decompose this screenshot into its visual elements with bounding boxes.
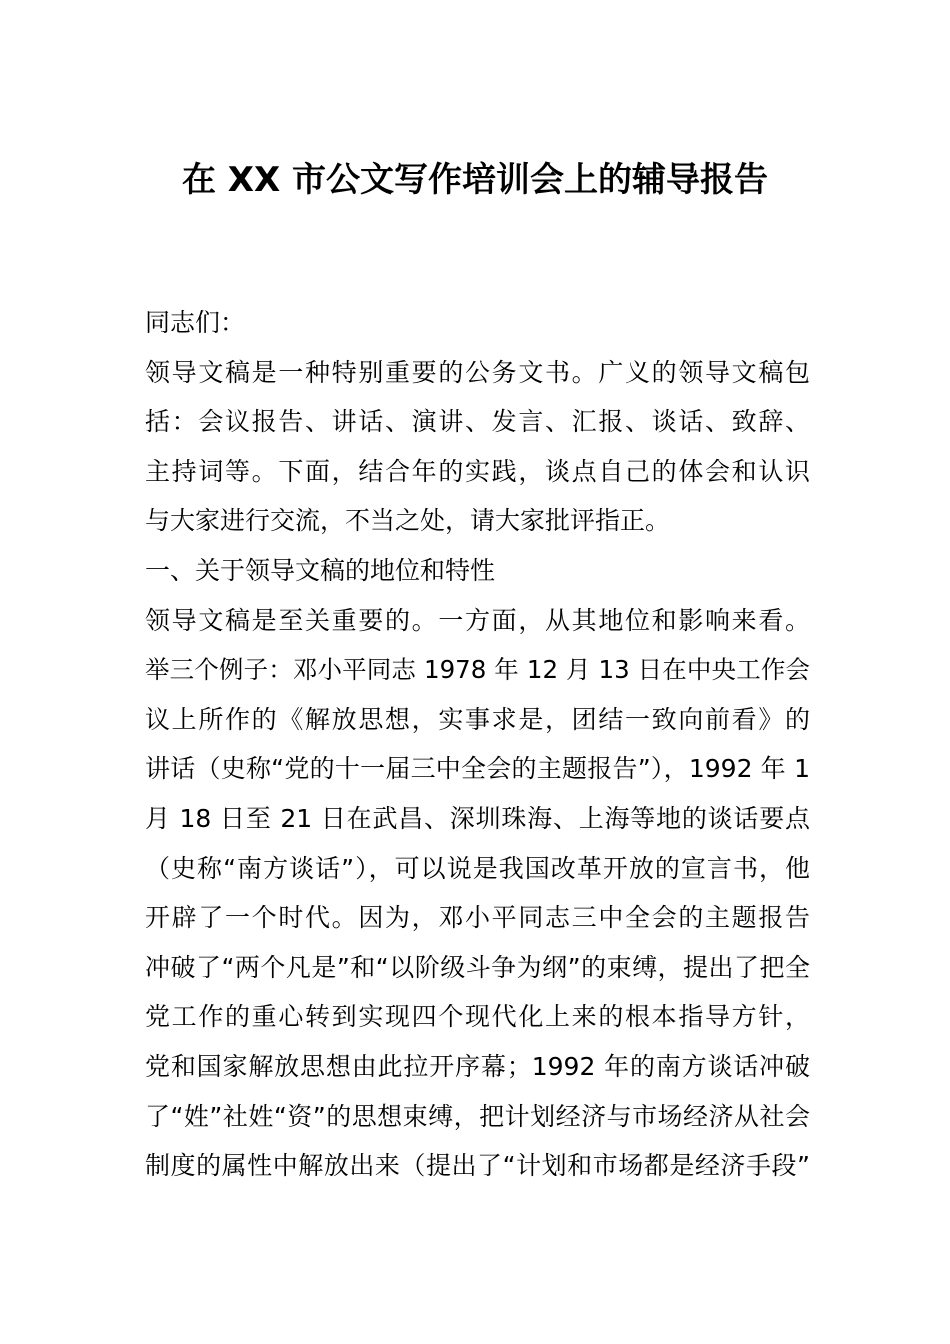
document-title: 在 XX 市公文写作培训会上的辅导报告 xyxy=(181,160,769,200)
paragraph-line: （史称“南方谈话”），可以说是我国改革开放的宣言书，他 xyxy=(145,853,810,883)
document-body xyxy=(145,298,810,1191)
paragraph-line: 了“姓”社姓“资”的思想束缚，把计划经济与市场经济从社会 xyxy=(145,1101,810,1131)
paragraph-line: 与大家进行交流，不当之处，请大家批评指正。 xyxy=(145,506,671,536)
paragraph-line: 领导文稿是至关重要的。一方面，从其地位和影响来看。 xyxy=(145,605,810,635)
paragraph-line: 括：会议报告、讲话、演讲、发言、汇报、谈话、致辞、 xyxy=(145,407,810,437)
paragraph-line: 冲破了“两个凡是”和“以阶级斗争为纲”的束缚，提出了把全 xyxy=(145,952,810,982)
paragraph-line: 举三个例子：邓小平同志 1978 年 12 月 13 日在中央工作会 xyxy=(145,655,810,685)
paragraph-line: 议上所作的《解放思想，实事求是，团结一致向前看》的 xyxy=(145,704,810,734)
paragraph-line: 开辟了一个时代。因为，邓小平同志三中全会的主题报告 xyxy=(145,903,810,933)
paragraph-line: 党工作的重心转到实现四个现代化上来的根本指导方针， xyxy=(145,1002,810,1032)
paragraph-line: 制度的属性中解放出来（提出了“计划和市场都是经济手段” xyxy=(145,1151,810,1181)
paragraph-line: 党和国家解放思想由此拉开序幕；1992 年的南方谈话冲破 xyxy=(145,1051,810,1081)
paragraph-line: 月 18 日至 21 日在武昌、深圳珠海、上海等地的谈话要点 xyxy=(145,803,810,833)
section-heading: 一、关于领导文稿的地位和特性 xyxy=(145,555,496,585)
paragraph-line: 领导文稿是一种特别重要的公务文书。广义的领导文稿包 xyxy=(145,357,810,387)
paragraph-line: 主持词等。下面，结合年的实践，谈点自己的体会和认识 xyxy=(145,456,810,486)
paragraph-line: 讲话（史称“党的十一届三中全会的主题报告”），1992 年 1 xyxy=(145,754,810,784)
salutation-line: 同志们： xyxy=(145,308,246,337)
